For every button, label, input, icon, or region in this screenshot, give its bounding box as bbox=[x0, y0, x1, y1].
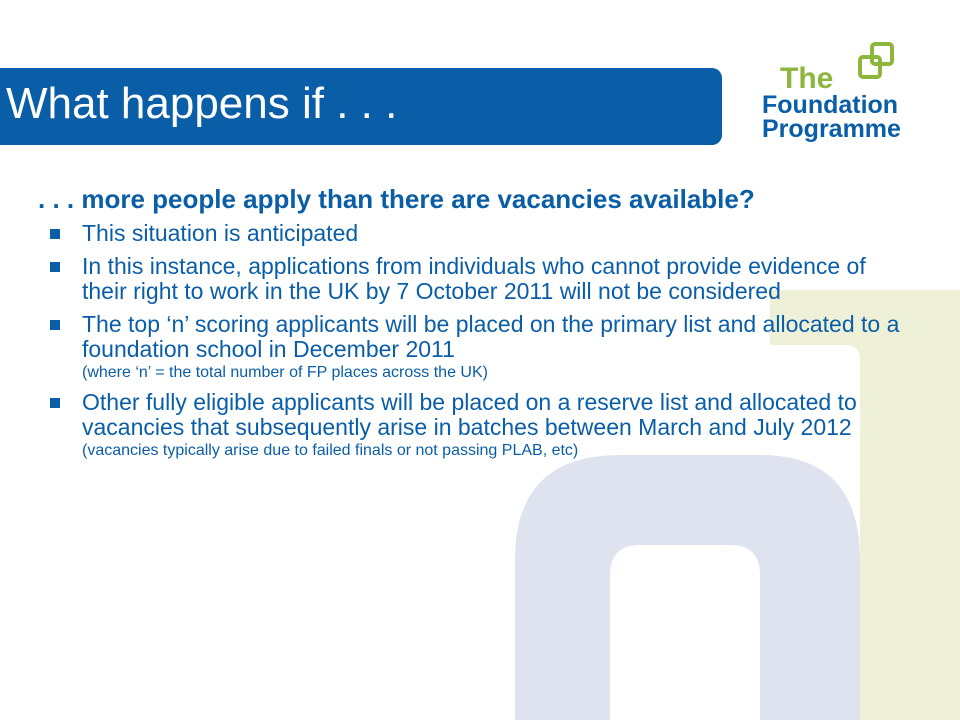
bullet-item bbox=[38, 254, 908, 304]
bullet-note: (vacancies typically arise due to failed finals or not passing PLAB, etc) bbox=[82, 442, 579, 459]
bullet-text: Other fully eligible applicants will be placed on a reserve list and allocated to vacancies that subsequently arise in batches between March and July 2012 bbox=[82, 389, 857, 440]
decorative-blue-arch bbox=[515, 455, 860, 720]
lead-question: . . . more people apply than there are vacancies available? bbox=[38, 184, 755, 214]
square-bullet-icon bbox=[50, 320, 60, 330]
logo-graphic bbox=[752, 36, 932, 146]
logo-line-programme: Programme bbox=[762, 115, 901, 143]
bullet-text: This situation is anticipated bbox=[82, 220, 359, 246]
bullet-item bbox=[38, 221, 908, 246]
bullet-text: In this instance, applications from individuals who cannot provide evidence of their right to work in the UK by 7 October 2011 will not be considered bbox=[82, 253, 866, 304]
bullet-text: The top ‘n’ scoring applicants will be placed on the primary list and allocated to a foundation school in December 2011 bbox=[82, 311, 900, 362]
foundation-programme-logo bbox=[752, 36, 932, 151]
square-bullet-icon bbox=[50, 262, 60, 272]
bullet-item bbox=[38, 312, 908, 382]
slide-title: What happens if . . . bbox=[6, 79, 398, 128]
slide-body bbox=[38, 184, 908, 468]
bullet-note: (where ‘n’ = the total number of FP places across the UK) bbox=[82, 364, 488, 381]
bullet-item bbox=[38, 390, 908, 460]
logo-line-the: The bbox=[780, 62, 834, 95]
square-bullet-icon bbox=[50, 229, 60, 239]
square-bullet-icon bbox=[50, 398, 60, 408]
logo-line-foundation: Foundation bbox=[762, 91, 899, 119]
